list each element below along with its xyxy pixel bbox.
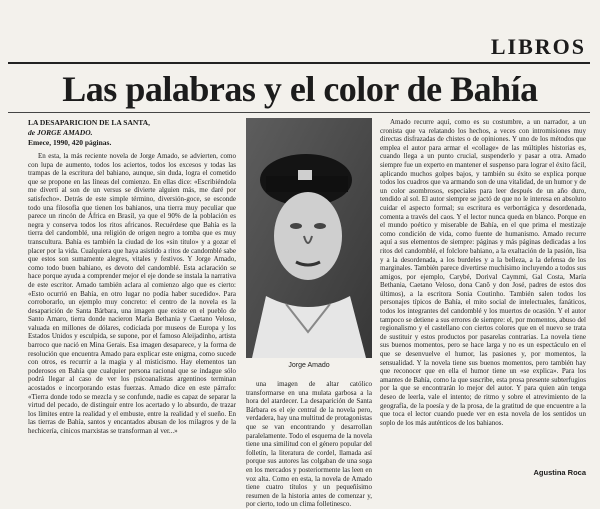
headline-rule: [8, 112, 590, 113]
top-rule: [8, 62, 590, 64]
book-title: LA DESAPARICION DE LA SANTA,: [28, 118, 151, 127]
article-column-3: [380, 118, 586, 468]
column-2-text: una imagen de altar católico transformarse en una mulata garbosa a la hora del atardecer. La desaparición de Santa Bárbara es el eje central de la novela pero, verdadera, hay una multitud de protagonistas que se van encontrando y desarrollan paralelamente. Todo el esquema de la novela tiene una similitud con el género popular del folletín, la literatura de cordel, llamada así porque sus autores las colgaban de una soga en los mercados y posteriormente las leen en voz alta. Como en esta, la novela de Amado tiene cuatro títulos y un pequeñísimo resumen de la historia antes de comenzar y, por cierto, todo un clima folletinesco.: [246, 380, 372, 509]
byline: [28, 118, 228, 148]
column-3-text: Amado recurre aquí, como es su costumbre, a un narrador, a un cronista que va relatando los hechos, a veces con intromisiones muy directas disfrazadas de chistes o de opiniones. Y uno de los métodos que emplea el autor para armar el «collage» de las múltiples historias es, cuando llega a un punto crucial, suspenderlo y pasar a otra. Amado siempre fue un experto en mantener el suspenso para lograr el éxito fácil, aplicando muchos golpes bajos, y también su éxito se explica porque todos los cuadros que va armando son de una vitalidad, de un humor y de un color asombrosos, especiales para leer después de un año duro, tendido al sol. El autor siempre se jactó de que no le interesa en absoluto cuidar el aspecto formal; su escritura es verborrágica y desordenada, comenta a través del caos. Y el lector nunca queda en blanco. Porque en el mundo poético y miserable de Bahía, en el que prima el mestizaje como condición de vida, como fuente de humanismo. Amado recurre aquí a sus elementos de siempre: páginas y más páginas dedicadas a los ritos del candomblé, el folclore bahiano, a la exaltación de la pasión, lisa y a la desordenada, a los burdeles y a la belleza, a la defensa de los marginales. También parece divertirse muchísimo incluyendo a todos sus amigos, por ejemplo, Carybé, Dorival Caymmi, Gal Costa, María Bethania, Caetano Veloso, dona Canô y don José, padres de estos dos últimos), a la escritora Sonia Coutinho. También salen todos los personajes típicos de Bahía, el mito social de intelectuales, fanáticos, todos los integrantes del candomblé y los muertos de ocasión. Y el autor tampoco se detiene a sus errores de siempre: el, por momentos, abuso del regionalismo y el castellano con ciertos colores que en el nuevo se trata de sustituir y estos productos por pasarelas contrarias. La novela tiene sus buenos momentos, pero se hace larga y no es un espectáculo en el que se desenvuelve el humor, las pasiones y, por momentos, la sensualidad. Y la novela tiene sus buenos momentos, pero también hay que reconocer que en ella el humor tiene un «se explica». Para los amantes de Bahía, como la que suscribe, esta prosa presente subterfugios por la que se encontrarán lo mejor del autor. Y para quien aún tenga deseo de leerla, vale el intento; de ritmo y sobre el atrevimiento de la geografía, de la poesía y de la prosa, de la gratitud de que encuentre a la que toca el lector cuando puede ver en esta novela de los sentidos un soplo de los más auténticos de los bahianos.: [380, 118, 586, 427]
headline: Las palabras y el color de Bahía: [62, 69, 538, 109]
article-column-1: [28, 152, 236, 474]
portrait-illustration: [246, 118, 372, 358]
article-column-2: [246, 380, 372, 509]
book-publisher: Emece, 1990, 420 páginas.: [28, 138, 112, 147]
review-author: Agustina Roca: [533, 468, 586, 477]
author-photo: [246, 118, 372, 358]
book-author: de JORGE AMADO.: [28, 128, 93, 137]
section-label: LIBROS: [490, 34, 586, 59]
photo-caption: Jorge Amado: [288, 362, 330, 369]
column-1-text: En esta, la más reciente novela de Jorge Amado, se advierten, como con lupa de aumento, todos los aciertos, todos los excesos y todas las trampas de la escritura del bahiano, aunque, sin duda, logra el cometido que se propone en las líneas del comienzo. En ellas dice: «Escribiéndola me divertí al son de un versus se divierte alguien más, me daré por satisfecho». Detrás de este simple término, diversión-goce, se esconde todo una filosofía que tienen los bahianos, una tierra muy peculiar que parece un rincón de África en Brasil, ya que el 90% de la población es negra y conserva todos los ritos africanos. Recuérdese que Bahía es la tierra del candomblé, una religión de origen negro a tomba que es muy transcultura. Bahía es también la ciudad de los «sin titulo» y a gozar el placer por la vida. Cualquiera que haya asistido a ritos de candomblé sabe que estos son sumamente alegres, vitales y festivos. Y Jorge Amado, como todo buen bahiano, es devoto del candomblé. Esta aclaración se hace porque ayuda a comprender mejor el eje donde se instala la narrativa de este escritor. Amado también aclara al comienzo algo que es cierto: «Esto ocurrió en Bahía, en otro lugar no podía haber sucedido». Para corroborarlo, un ejemplo muy concreto: el centro de la novela es la desaparición de Santa Bárbara, una imagen que existe en el pueblo de Santo Amaro, tierra donde nacieron María Bethania y Caetano Veloso, valuada en millones de dólares, codiciada por museos de Europa y los Estados Unidos y esculpida, se supone, por el famoso Aleijadinho, artista barroco que nació en Mina Gerais. Esa imagen desaparece, y la forma de resolución que encuentra Amado para explicar este enigma, como sucede con otros, es recurrir a la magia y al misticismo. Hay elementos tan poderosos en Bahía que cualquier persona racional que se indague sólo podrá llegar al caso de ver los psicoanalistas argentinos terminan acostados e incorporando estas fuerzas. Amado dice en este párrafo: «Tierra donde todo se mezcla y se confunde, nadie es capaz de separar la virtud del pecado, de distinguir entre los acertado y lo absurdo, de trazar los límites entre la realidad y el embuste, entre la realidad y el sueño. En las tierras de Bahía, santos y encantados abusan de los milagros y de la hechicería, cínicos marxistas se transforman al ver...»: [28, 152, 236, 435]
